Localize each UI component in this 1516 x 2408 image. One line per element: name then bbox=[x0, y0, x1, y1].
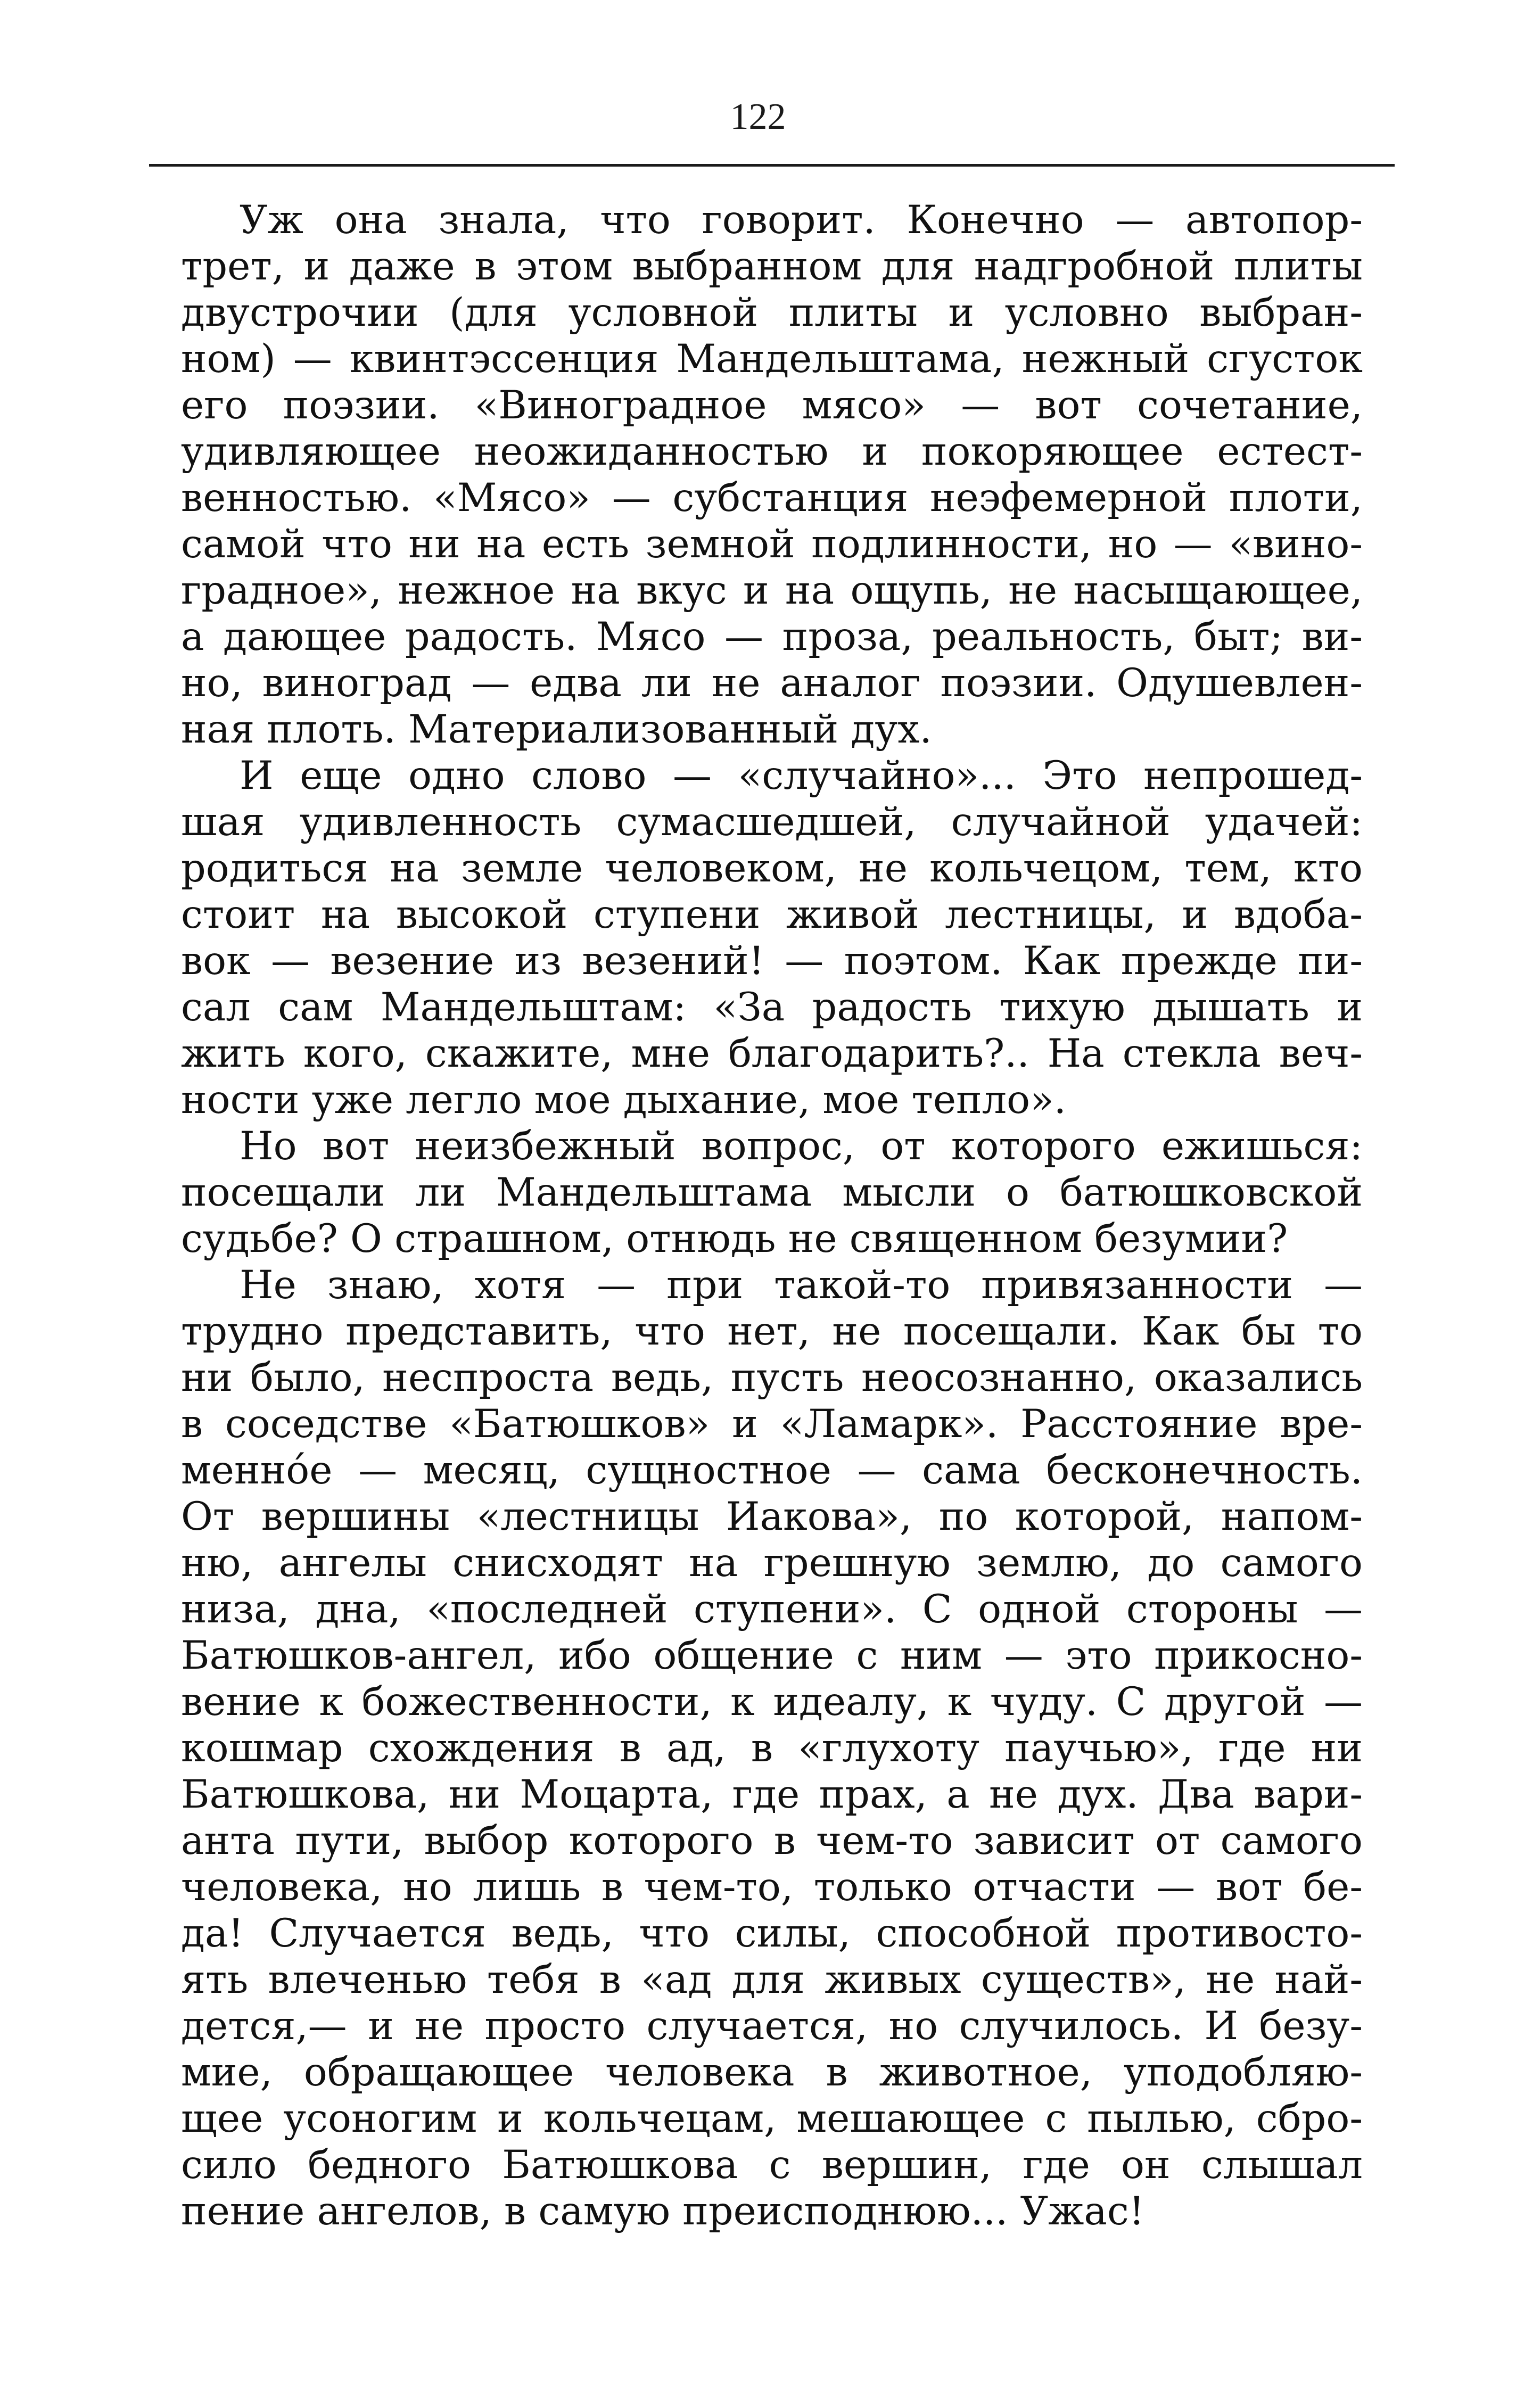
text-line: но, виноград — едва ли не аналог поэзии. Одушевлен- bbox=[181, 661, 1363, 706]
text-line: самой что ни на есть земной подлинности, но — «вино- bbox=[181, 522, 1363, 567]
text-line: Батюшкова, ни Моцарта, где прах, а не дух. Два вари- bbox=[181, 1772, 1363, 1817]
body-text bbox=[181, 197, 1363, 2234]
text-line: От вершины «лестницы Иакова», по которой, напом- bbox=[181, 1494, 1363, 1539]
text-line: дется,— и не просто случается, но случилось. И безу- bbox=[181, 2003, 1363, 2049]
text-line: ню, ангелы снисходят на грешную землю, до самого bbox=[181, 1540, 1363, 1586]
text-line: человека, но лишь в чем-то, только отчасти — вот бе- bbox=[181, 1865, 1363, 1910]
text-line: посещали ли Мандельштама мысли о батюшковской bbox=[181, 1170, 1363, 1215]
text-line: сал сам Мандельштам: «За радость тихую дышать и bbox=[181, 985, 1363, 1030]
text-line: Батюшков-ангел, ибо общение с ним — это прикосно- bbox=[181, 1633, 1363, 1678]
text-line: анта пути, выбор которого в чем-то зависит от самого bbox=[181, 1818, 1363, 1863]
text-line: ном) — квинтэссенция Мандельштама, нежный сгусток bbox=[181, 336, 1363, 382]
text-line: жить кого, скажите, мне благодарить?.. На стекла веч- bbox=[181, 1031, 1363, 1076]
text-line: Но вот неизбежный вопрос, от которого ежишься: bbox=[240, 1124, 1363, 1169]
page-number: 122 bbox=[730, 96, 786, 137]
text-line: судьбе? О страшном, отнюдь не священном безумии? bbox=[181, 1216, 1288, 1261]
text-line: ни было, неспроста ведь, пусть неосознанно, оказались bbox=[181, 1355, 1363, 1400]
text-line: ять влеченью тебя в «ад для живых существ», не най- bbox=[181, 1957, 1363, 2002]
text-line: его поэзии. «Виноградное мясо» — вот сочетание, bbox=[181, 383, 1363, 428]
paragraph-4 bbox=[181, 1262, 1363, 2234]
text-line: мие, обращающее человека в животное, уподобляю- bbox=[181, 2050, 1363, 2095]
text-line: стоит на высокой ступени живой лестницы, и вдоба- bbox=[181, 892, 1363, 937]
paragraph-1 bbox=[181, 197, 1363, 753]
text-line: да! Случается ведь, что силы, способной противосто- bbox=[181, 1911, 1363, 1956]
text-line: И еще одно слово — «случайно»... Это непрошед- bbox=[240, 753, 1363, 798]
text-line: низа, дна, «последней ступени». С одной стороны — bbox=[181, 1587, 1363, 1632]
text-line: венностью. «Мясо» — субстанция неэфемерной плоти, bbox=[181, 475, 1363, 521]
text-line: вение к божественности, к идеалу, к чуду. С другой — bbox=[181, 1679, 1363, 1725]
text-line: Не знаю, хотя — при такой-то привязанности — bbox=[240, 1263, 1363, 1308]
text-line: в соседстве «Батюшков» и «Ламарк». Расстояние вре- bbox=[181, 1401, 1363, 1447]
text-line: вок — везение из везений! — поэтом. Как прежде пи- bbox=[181, 938, 1363, 984]
text-line: двустрочии (для условной плиты и условно выбран- bbox=[181, 290, 1363, 335]
text-line: щее усоногим и кольчецам, мешающее с пылью, сбро- bbox=[181, 2096, 1363, 2141]
text-line: трудно представить, что нет, не посещали. Как бы то bbox=[181, 1309, 1363, 1354]
text-line: ности уже легло мое дыхание, мое тепло». bbox=[181, 1077, 1066, 1123]
text-line: родиться на земле человеком, не кольчецом, тем, кто bbox=[181, 846, 1363, 891]
text-line: удивляющее неожиданностью и покоряющее естест- bbox=[181, 429, 1363, 474]
text-line: а дающее радость. Мясо — проза, реальность, быт; ви- bbox=[181, 614, 1363, 659]
text-line: ная плоть. Материализованный дух. bbox=[181, 707, 932, 752]
text-line: сило бедного Батюшкова с вершин, где он слышал bbox=[181, 2142, 1363, 2188]
text-line: трет, и даже в этом выбранном для надгробной плиты bbox=[181, 244, 1363, 289]
text-line: кошмар схождения в ад, в «глухоту паучью», где ни bbox=[181, 1726, 1363, 1771]
text-line: шая удивленность сумасшедшей, случайной удачей: bbox=[181, 799, 1363, 845]
paragraph-3 bbox=[181, 1123, 1363, 1262]
text-line: менно́е — месяц, сущностное — сама бесконечность. bbox=[181, 1448, 1363, 1493]
text-line: пение ангелов, в самую преисподнюю... Ужас! bbox=[181, 2189, 1145, 2234]
paragraph-2 bbox=[181, 753, 1363, 1123]
text-line: градное», нежное на вкус и на ощупь, не насыщающее, bbox=[181, 568, 1363, 613]
header-rule bbox=[149, 164, 1395, 167]
text-line: Уж она знала, что говорит. Конечно — автопор- bbox=[240, 197, 1363, 243]
